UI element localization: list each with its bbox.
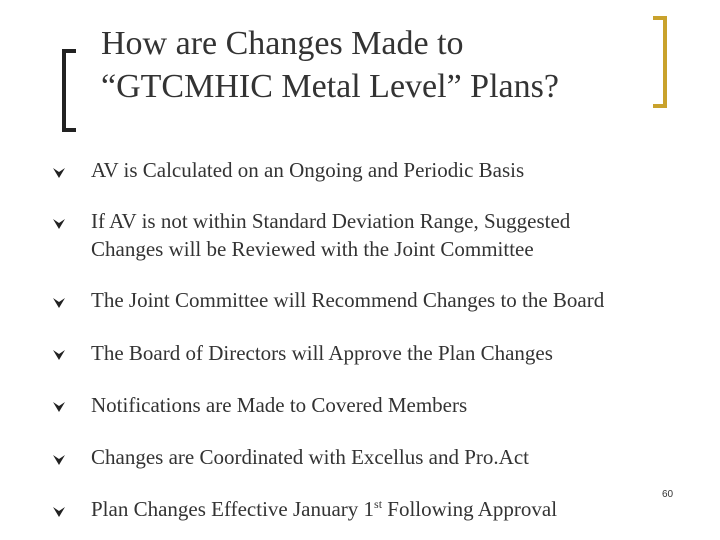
left-bracket-decoration — [62, 49, 76, 132]
bullet-text-pre: Plan Changes Effective January 1 — [91, 497, 375, 521]
bullet-text — [91, 494, 557, 524]
bullet-text: The Board of Directors will Approve the Plan Changes — [91, 341, 553, 365]
bullet-icon — [52, 217, 66, 231]
bullet-text: Notifications are Made to Covered Members — [91, 393, 468, 417]
bullet-text-post: Following Approval — [382, 497, 558, 521]
bullet-text: AV is Calculated on an Ongoing and Periodic Basis — [91, 158, 525, 182]
bullet-text-line-1: If AV is not within Standard Deviation Range, Suggested — [91, 209, 571, 233]
bullet-icon — [52, 348, 66, 362]
ordinal-superscript: st — [374, 497, 383, 511]
bullet-text: The Joint Committee will Recommend Changes to the Board — [91, 288, 605, 312]
bullet-text: Changes are Coordinated with Excellus and Pro.Act — [91, 445, 529, 469]
right-bracket-decoration — [653, 16, 667, 108]
bullet-icon — [52, 296, 66, 310]
bullet-icon — [52, 400, 66, 414]
slide-number: 60 — [662, 489, 674, 500]
bullet-text-line-2: Changes will be Reviewed with the Joint Committee — [91, 237, 534, 261]
slide-title-line-2: “GTCMHIC Metal Level” Plans? — [101, 68, 559, 105]
bullet-icon — [52, 453, 66, 467]
bullet-icon — [52, 166, 66, 180]
slide-title — [101, 22, 559, 108]
slide-title-line-1: How are Changes Made to — [101, 25, 464, 62]
bullet-icon — [52, 505, 66, 519]
